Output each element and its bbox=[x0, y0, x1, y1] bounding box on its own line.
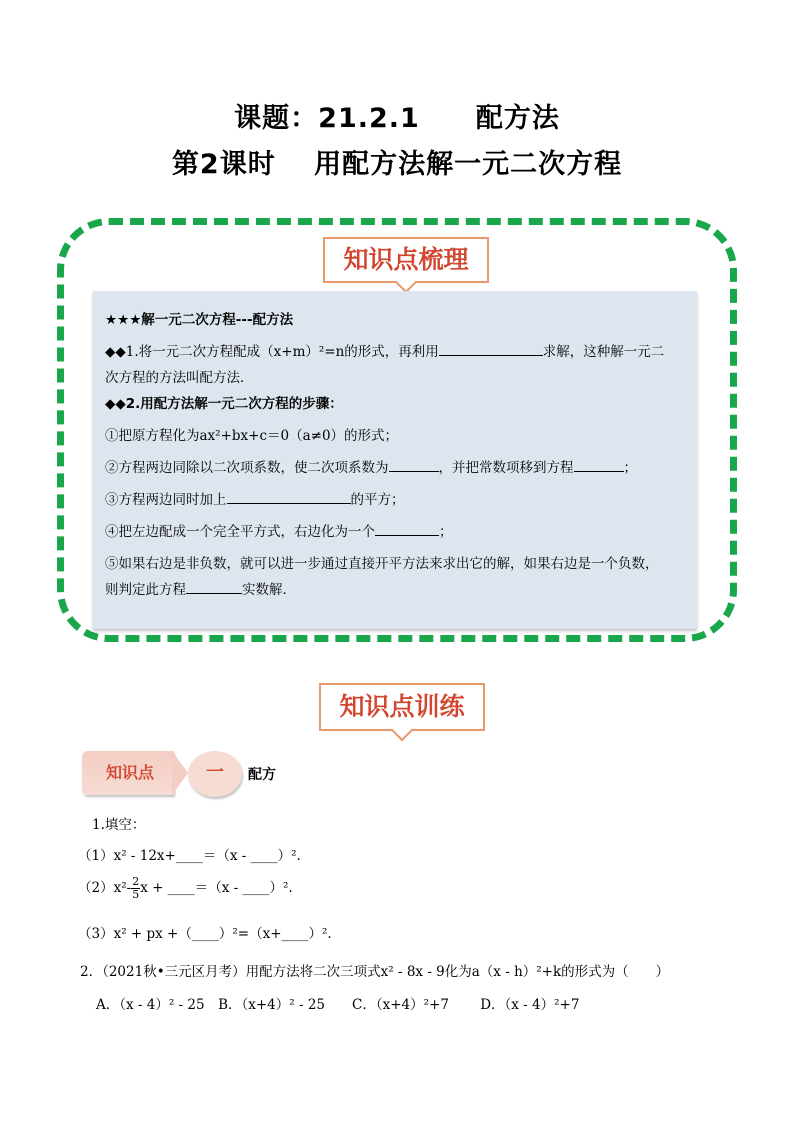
question-2-options: A．（x - 4）² - 25 B．（x+4）² - 25 C．（x+4）²+7 D．（x - 4）²+7 bbox=[96, 997, 580, 1013]
blank-solution[interactable] bbox=[186, 577, 242, 594]
step-3: ③方程两边同时加上 的平方； bbox=[105, 487, 685, 513]
question-1-stem: 1.填空： bbox=[92, 817, 146, 833]
knowledge-point-badge bbox=[82, 751, 188, 795]
question-2-stem: 2．（2021秋•三元区月考）用配方法将二次三项式x² - 8x - 9化为a（x - h）²+k的形式为（ ） bbox=[80, 964, 670, 980]
blank-coefficient[interactable] bbox=[389, 455, 439, 472]
review-point-1-cont: 次方程的方法叫配方法． bbox=[105, 370, 254, 386]
question-1-item-3: （3）x² + px +（____）²=（x+____）². bbox=[78, 926, 332, 942]
step-2: ②方程两边同除以二次项系数，使二次项系数为 ，并把常数项移到方程 ； bbox=[105, 455, 685, 481]
step-5-cont: 则判定此方程 实数解． bbox=[105, 577, 685, 603]
training-section-tag: 知识点训练 bbox=[319, 683, 485, 731]
question-1-item-1: （1）x² - 12x+____＝（x - ____）². bbox=[78, 848, 301, 864]
knowledge-point-label: 知识点 bbox=[105, 763, 154, 782]
page-subtitle: 第2课时 用配方法解一元二次方程 bbox=[171, 149, 623, 180]
knowledge-point-name: 配方 bbox=[248, 767, 276, 783]
review-point-2: ◆◆2.用配方法解一元二次方程的步骤： bbox=[105, 396, 343, 412]
step-4: ④把左边配成一个完全平方式，右边化为一个 ； bbox=[105, 519, 685, 545]
blank-right-side[interactable] bbox=[375, 519, 439, 536]
blank-method[interactable] bbox=[439, 339, 543, 356]
fraction: $\frac{2}{5}$ bbox=[132, 875, 140, 901]
review-panel bbox=[93, 291, 697, 629]
review-heading: ★★★解一元二次方程---配方法 bbox=[105, 312, 294, 328]
step-1: ①把原方程化为ax²+bx+c＝0（a≠0）的形式； bbox=[105, 428, 399, 444]
review-point-1: ◆◆1.将一元二次方程配成（x+m）²=n的形式，再利用 求解，这种解一元二 bbox=[105, 339, 685, 365]
question-1-item-2: （2）x²- $\frac{2}{5}$ x + ____＝（x - ____）². bbox=[78, 875, 293, 901]
page-title: 课题：21.2.1 配方法 bbox=[234, 103, 560, 134]
step-5: ⑤如果右边是非负数，就可以进一步通过直接开平方法来求出它的解，如果右边是一个负数， bbox=[105, 556, 659, 572]
blank-side[interactable] bbox=[574, 455, 624, 472]
review-section-tag: 知识点梳理 bbox=[323, 237, 489, 283]
knowledge-point-number: 一 bbox=[188, 751, 242, 797]
blank-add[interactable] bbox=[227, 487, 351, 504]
